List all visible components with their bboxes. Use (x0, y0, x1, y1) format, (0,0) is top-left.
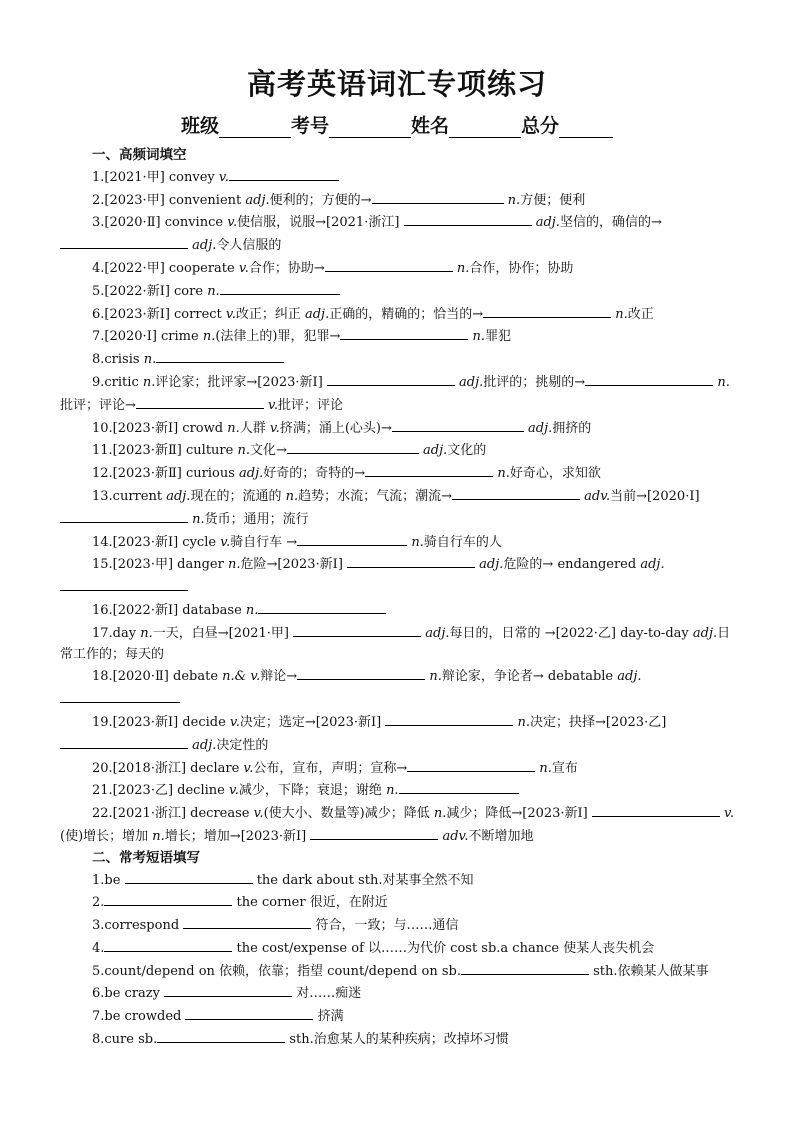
list-item: 5.[2022·新Ⅰ] core n. (60, 280, 740, 303)
list-item: 5.count/depend on 依赖，依靠；指望 count/depend on sb. sth.依赖某人做某事 (60, 960, 740, 983)
answer-blank[interactable] (452, 485, 580, 500)
list-item: 2. the corner 很近，在附近 (60, 891, 740, 914)
answer-blank[interactable] (585, 371, 713, 386)
section-heading: 一、高频词填空 (92, 147, 187, 163)
list-item: 11.[2023·新Ⅱ] culture n.文化→ adj.文化的 (60, 439, 740, 462)
answer-blank[interactable] (399, 779, 519, 794)
score-blank[interactable] (559, 119, 613, 138)
list-item: 21.[2023·乙] decline v.减少，下降；衰退；谢绝 n. (60, 779, 740, 802)
list-item: 13.current adj.现在的；流通的 n.趋势；水流；气流；潮流→ adv.当前→[2020·Ⅰ] n.货币；通用；流行 (60, 485, 740, 531)
answer-blank[interactable] (60, 688, 180, 703)
answer-blank[interactable] (372, 189, 504, 204)
answer-blank[interactable] (592, 802, 720, 817)
answer-blank[interactable] (104, 891, 232, 906)
answer-blank[interactable] (392, 417, 524, 432)
list-item: 18.[2020·Ⅱ] debate n.& v.辩论→ n.辩论家，争论者→ debatable adj. (60, 665, 740, 711)
list-item: 7.be crowded 挤满 (60, 1005, 740, 1028)
list-item: 8.cure sb. sth.治愈某人的某种疾病；改掉坏习惯 (60, 1028, 740, 1051)
answer-blank[interactable] (297, 665, 425, 680)
answer-blank[interactable] (461, 960, 589, 975)
answer-blank[interactable] (287, 439, 419, 454)
answer-blank[interactable] (60, 576, 188, 591)
answer-blank[interactable] (365, 462, 493, 477)
list-item: 2.[2023·甲] convenient adj.便利的；方便的→ n.方便；便利 (60, 189, 740, 212)
score-label: 总分 (521, 115, 560, 137)
list-item: 4. the cost/expense of 以……为代价 cost sb.a chance 使某人丧失机会 (60, 937, 740, 960)
answer-blank[interactable] (258, 599, 386, 614)
name-blank[interactable] (449, 119, 521, 138)
list-item: 7.[2020·Ⅰ] crime n.(法律上的)罪，犯罪→ n.罪犯 (60, 325, 740, 348)
class-blank[interactable] (219, 119, 291, 138)
answer-blank[interactable] (60, 234, 188, 249)
answer-blank[interactable] (60, 508, 188, 523)
exam-no-blank[interactable] (329, 119, 411, 138)
answer-blank[interactable] (229, 166, 339, 181)
answer-blank[interactable] (407, 757, 535, 772)
list-item: 6.be crazy 对……痴迷 (60, 982, 740, 1005)
answer-blank[interactable] (136, 394, 264, 409)
class-label: 班级 (180, 115, 219, 137)
list-item: 22.[2021·浙江] decrease v.(使大小、数量等)减少；降低 n.减少；降低→[2023·新Ⅰ] v.(使)增长；增加 n.增长；增加→[2023·新Ⅰ] adv.不断增加地 (60, 802, 740, 848)
page-title: 高考英语词汇专项练习 (246, 67, 547, 101)
list-item: 17.day n.一天，白昼→[2021·甲] adj.每日的，日常的 →[2022·乙] day-to-day adj.日常工作的；每天的 (60, 622, 740, 666)
exam-no-label: 考号 (290, 115, 329, 137)
list-item: 12.[2023·新Ⅱ] curious adj.好奇的；奇特的→ n.好奇心，求知欲 (60, 462, 740, 485)
answer-blank[interactable] (404, 211, 532, 226)
list-item: 14.[2023·新Ⅰ] cycle v.骑自行车 → n.骑自行车的人 (60, 531, 740, 554)
answer-blank[interactable] (385, 711, 513, 726)
name-label: 姓名 (411, 115, 450, 137)
answer-blank[interactable] (220, 280, 340, 295)
answer-blank[interactable] (297, 531, 407, 546)
answer-blank[interactable] (156, 348, 284, 363)
list-item: 15.[2023·甲] danger n.危险→[2023·新Ⅰ] adj.危险的→ endangered adj. (60, 553, 740, 599)
list-item: 6.[2023·新Ⅰ] correct v.改正；纠正 adj.正确的，精确的；恰当的→ n.改正 (60, 303, 740, 326)
answer-blank[interactable] (185, 1005, 313, 1020)
answer-blank[interactable] (325, 257, 453, 272)
answer-blank[interactable] (347, 553, 475, 568)
answer-blank[interactable] (483, 303, 611, 318)
answer-blank[interactable] (310, 825, 438, 840)
section-heading: 二、常考短语填写 (92, 849, 200, 866)
list-item: 10.[2023·新Ⅰ] crowd n.人群 v.挤满；涌上(心头)→ adj.拥挤的 (60, 417, 740, 440)
list-item: 1.[2021·甲] convey v. (60, 166, 740, 189)
answer-blank[interactable] (104, 937, 232, 952)
list-item: 3.[2020·Ⅱ] convince v.使信服，说服→[2021·浙江] adj.坚信的，确信的→ adj.令人信服的 (60, 211, 740, 257)
list-item: 8.crisis n. (60, 348, 740, 371)
student-info-line (0, 111, 794, 138)
answer-blank[interactable] (340, 325, 468, 340)
answer-blank[interactable] (125, 869, 253, 884)
list-item: 1.be the dark about sth.对某事全然不知 (60, 869, 740, 892)
list-item: 3.correspond 符合，一致；与……通信 (60, 914, 740, 937)
answer-blank[interactable] (157, 1028, 285, 1043)
answer-blank[interactable] (327, 371, 455, 386)
exercise-body (60, 145, 740, 1051)
list-item: 4.[2022·甲] cooperate v.合作；协助→ n.合作，协作；协助 (60, 257, 740, 280)
list-item: 16.[2022·新Ⅰ] database n. (60, 599, 740, 622)
answer-blank[interactable] (293, 622, 421, 637)
list-item: 20.[2018·浙江] declare v.公布，宣布，声明；宣称→ n.宣布 (60, 757, 740, 780)
list-item: 9.critic n.评论家；批评家→[2023·新Ⅰ] adj.批评的；挑剔的→ n.批评；评论→ v.批评；评论 (60, 371, 740, 417)
answer-blank[interactable] (60, 734, 188, 749)
list-item: 19.[2023·新Ⅰ] decide v.决定；选定→[2023·新Ⅰ] n.决定；抉择→[2023·乙] adj.决定性的 (60, 711, 740, 757)
answer-blank[interactable] (183, 914, 311, 929)
answer-blank[interactable] (164, 982, 292, 997)
